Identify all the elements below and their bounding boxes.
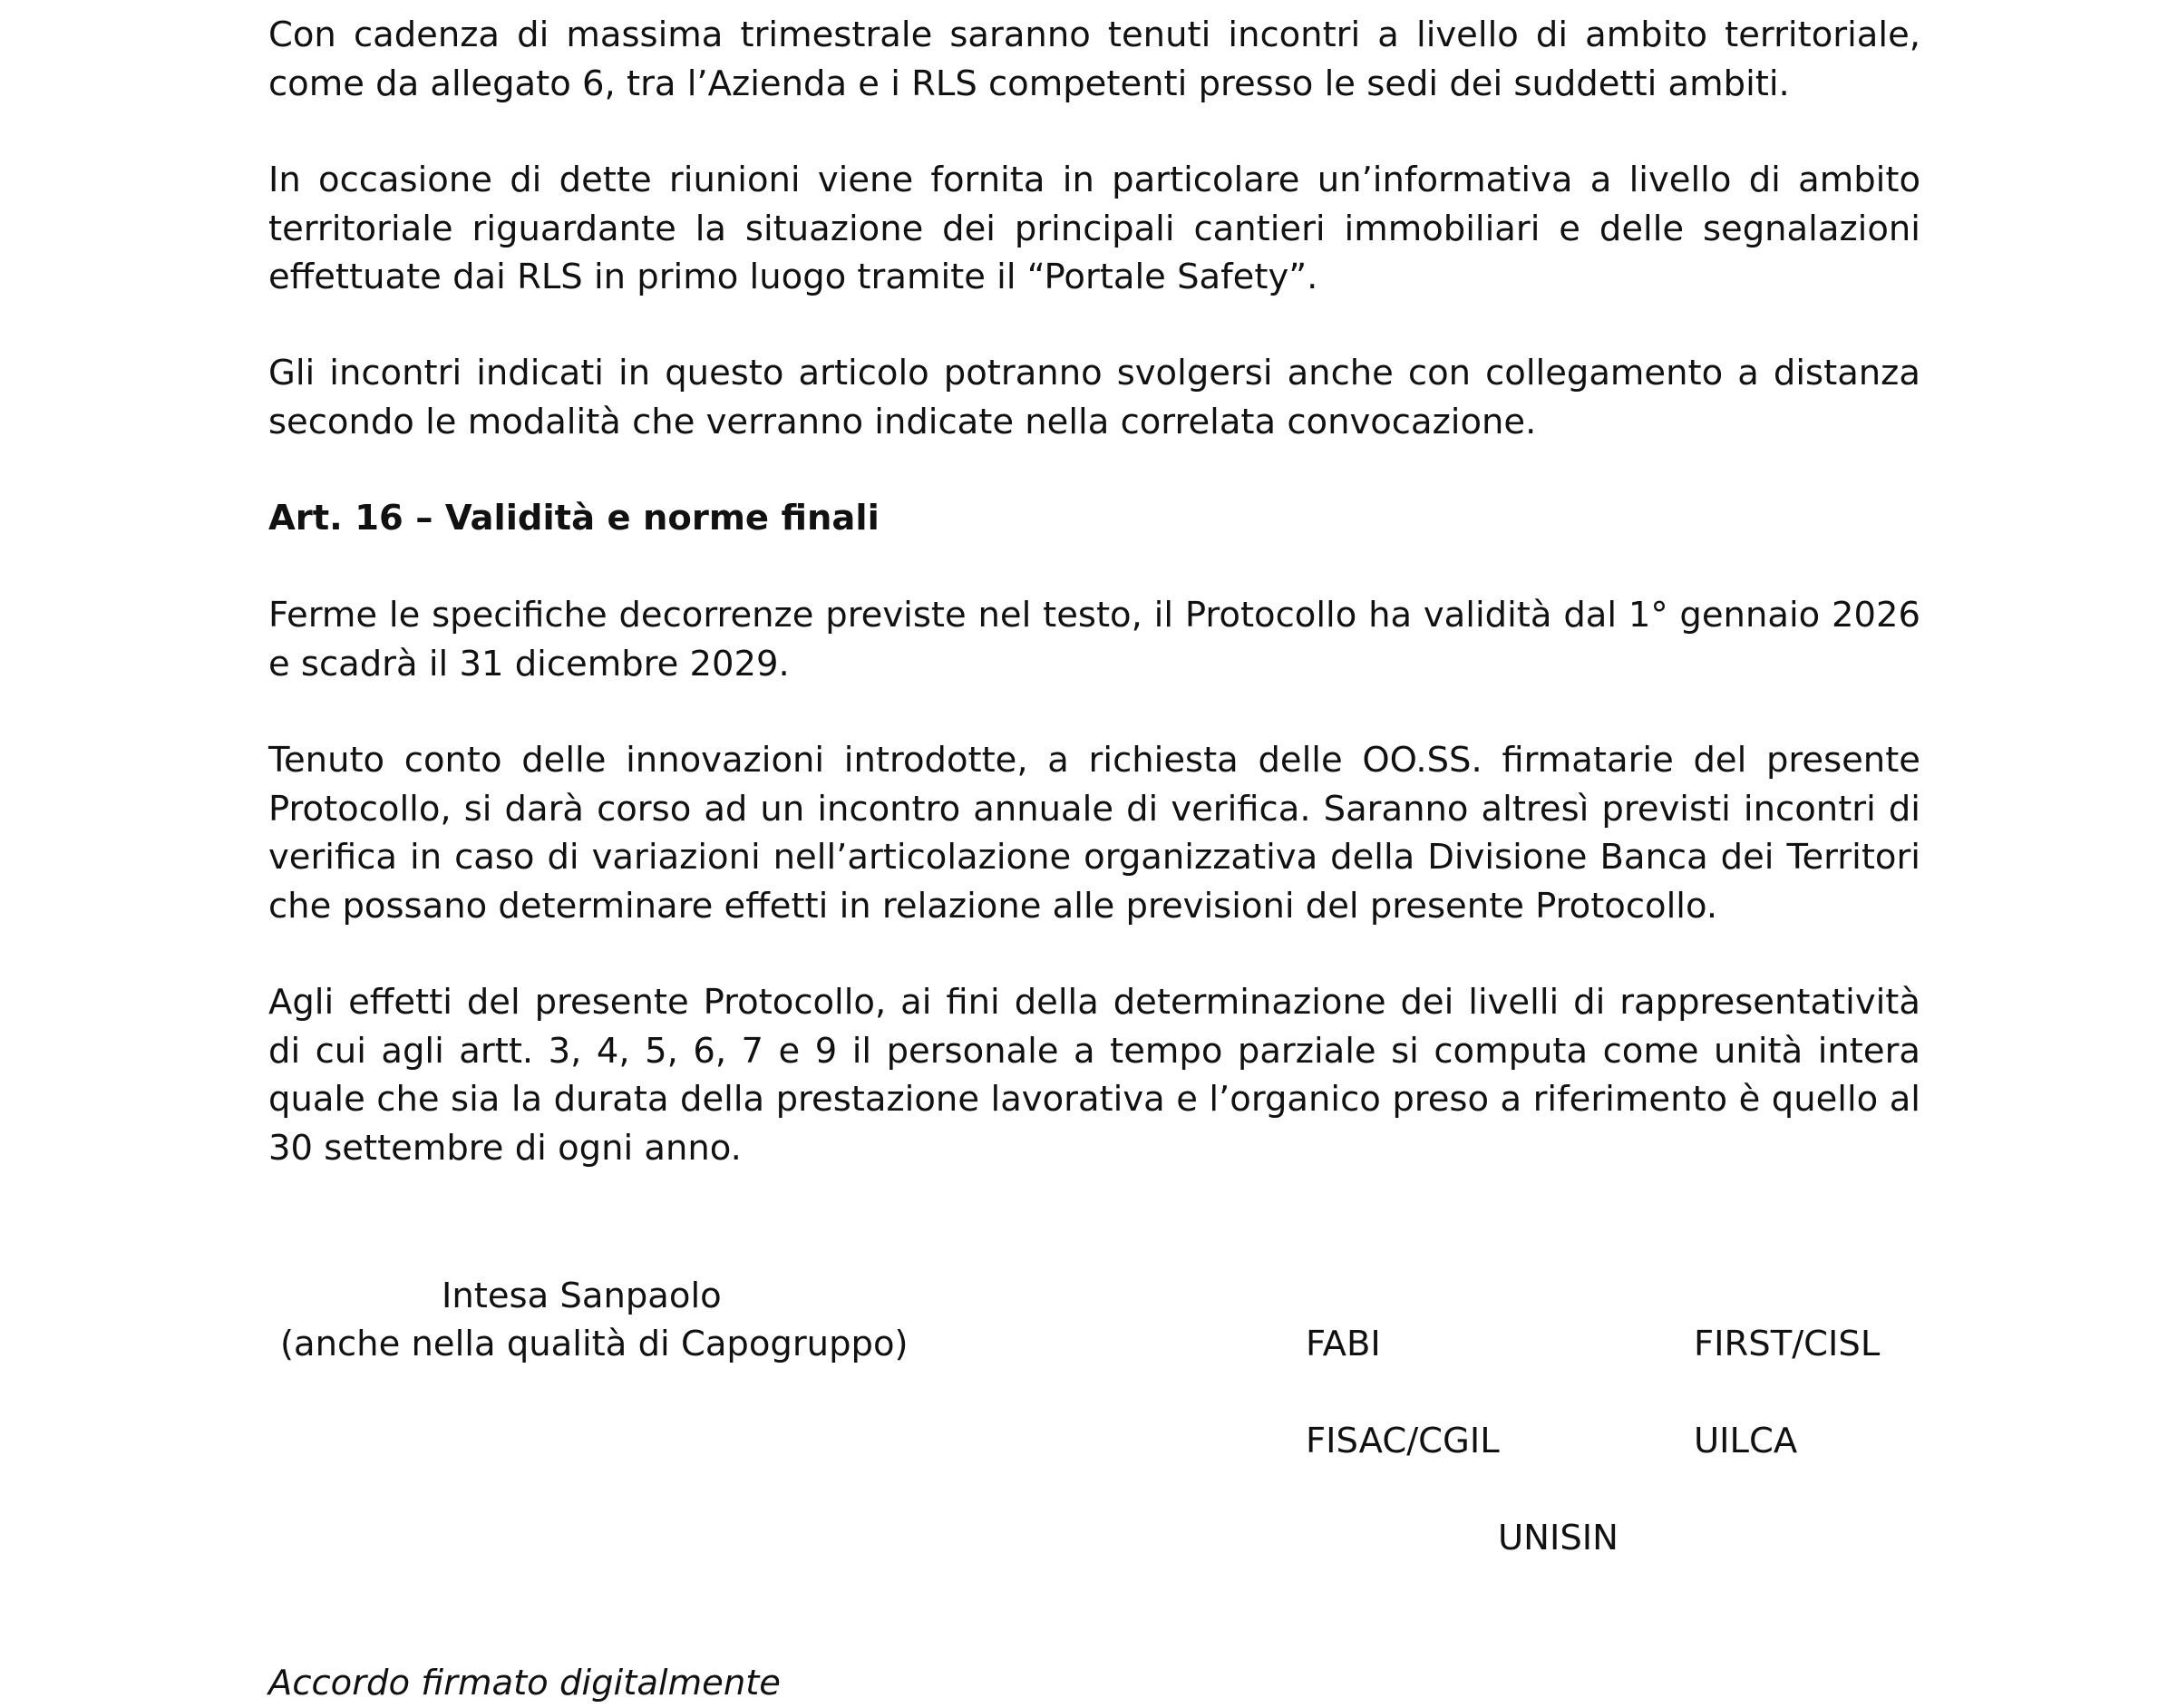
paragraph-meetings-schedule: Con cadenza di massima trimestrale saranno tenuti incontri a livello di ambito territoriale, come da allegato 6, tra l’Azienda e i RLS competenti presso le sedi dei suddetti ambiti. bbox=[268, 15, 1920, 104]
signatory-fisac-cgil: FISAC/CGIL bbox=[1306, 1421, 1500, 1461]
signatory-uilca: UILCA bbox=[1694, 1421, 1798, 1461]
paragraph-verification: Tenuto conto delle innovazioni introdotte, a richiesta delle OO.SS. firmatarie del presente Protocollo, si darà corso ad un incontro annuale di verifica. Saranno altresì previsti incontri di verifica in caso di variazioni nell’articolazione organizzativa della Divisione Banca dei Territori che possano determinare effetti in relazione alle previsioni del presente Protocollo. bbox=[268, 740, 1920, 927]
signatory-first-cisl: FIRST/CISL bbox=[1694, 1324, 1881, 1364]
paragraph-representativeness: Agli effetti del presente Protocollo, ai fini della determinazione dei livelli di rappresentatività di cui agli artt. 3, 4, 5, 6, 7 e 9 il personale a tempo parziale si computa come unità intera quale che sia la durata della prestazione lavorativa e l’organico preso a riferimento è quello al 30 settembre di ogni anno. bbox=[268, 982, 1920, 1169]
signatory-unisin: UNISIN bbox=[1498, 1518, 1618, 1558]
signatory-company-name: Intesa Sanpaolo bbox=[442, 1276, 722, 1316]
signatory-company-note: (anche nella qualità di Capogruppo) bbox=[280, 1324, 909, 1364]
paragraph-validity: Ferme le specifiche decorrenze previste nel testo, il Protocollo ha validità dal 1° gennaio 2026 e scadrà il 31 dicembre 2029. bbox=[268, 595, 1920, 684]
paragraph-meetings-information: In occasione di dette riunioni viene fornita in particolare un’informativa a livello di ambito territoriale riguardante la situazione dei principali cantieri immobiliari e delle segnalazioni effettuate dai RLS in primo luogo tramite il “Portale Safety”. bbox=[268, 160, 1920, 297]
digital-signature-note: Accordo firmato digitalmente bbox=[268, 1663, 781, 1703]
signatory-fabi: FABI bbox=[1306, 1324, 1381, 1364]
paragraph-remote-meetings: Gli incontri indicati in questo articolo potranno svolgersi anche con collegamento a distanza secondo le modalità che verranno indicate nella correlata convocazione. bbox=[268, 353, 1920, 442]
article-heading: Art. 16 – Validità e norme finali bbox=[268, 498, 880, 539]
